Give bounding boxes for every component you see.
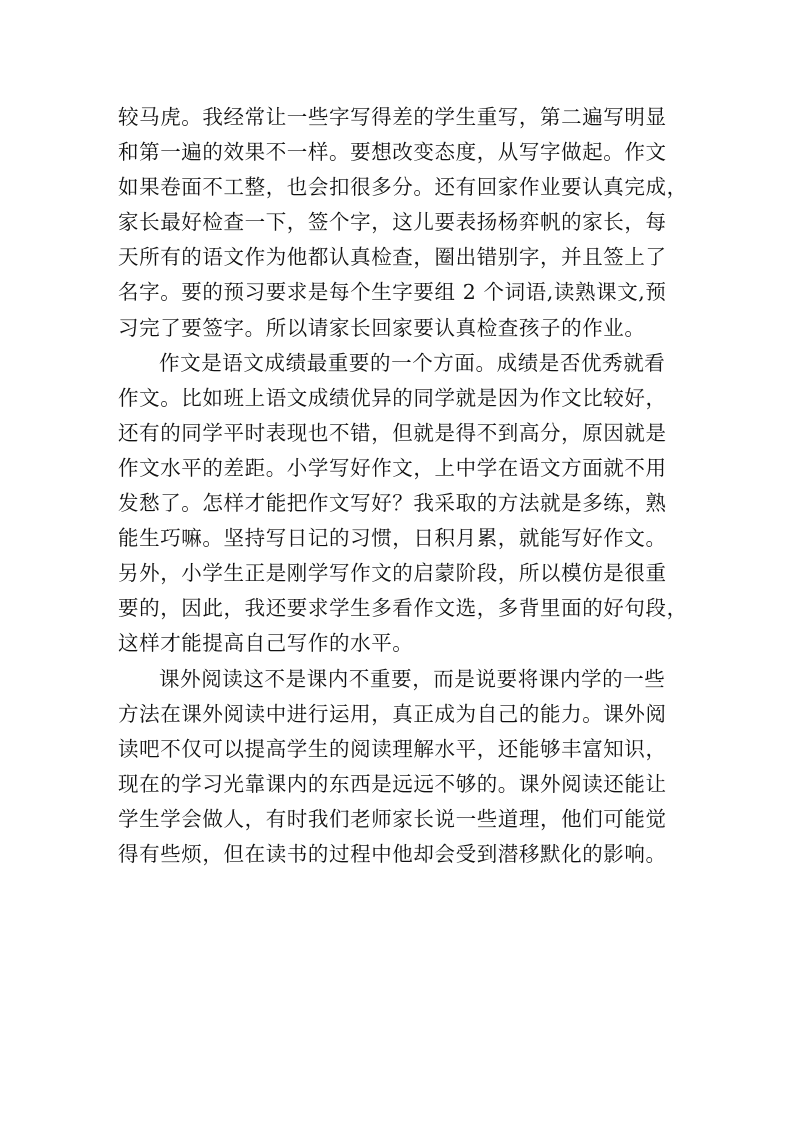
text-line: 名字。要的预习要求是每个生字要组 2 个词语,读熟课文,预 — [118, 280, 667, 305]
text-line: 还有的同学平时表现也不错，但就是得不到高分，原因就是 — [118, 420, 667, 445]
text-line: 作文。比如班上语文成绩优异的同学就是因为作文比较好， — [118, 385, 667, 410]
document-body — [118, 100, 688, 872]
text-line: 得有些烦，但在读书的过程中他却会受到潜移默化的影响。 — [118, 841, 667, 866]
text-line: 读吧不仅可以提高学生的阅读理解水平，还能够丰富知识， — [118, 736, 667, 761]
paragraph-start-line: 课外阅读这不是课内不重要，而是说要将课内学的一些 — [159, 666, 666, 691]
text-line: 发愁了。怎样才能把作文写好？我采取的方法就是多练，熟 — [118, 491, 667, 516]
text-line: 家长最好检查一下，签个字，这儿要表扬杨弈帆的家长，每 — [118, 210, 667, 235]
text-line: 学生学会做人，有时我们老师家长说一些道理，他们可能觉 — [118, 806, 667, 831]
text-line: 较马虎。我经常让一些字写得差的学生重写，第二遍写明显 — [118, 105, 667, 129]
text-line: 习完了要签字。所以请家长回家要认真检查孩子的作业。 — [118, 315, 646, 340]
paragraph-start-line: 作文是语文成绩最重要的一个方面。成绩是否优秀就看 — [159, 350, 666, 375]
text-line: 作文水平的差距。小学写好作文，上中学在语文方面就不用 — [118, 455, 667, 480]
text-line: 现在的学习光靠课内的东西是远远不够的。课外阅读还能让 — [118, 771, 667, 796]
text-line: 方法在课外阅读中进行运用，真正成为自己的能力。课外阅 — [118, 701, 667, 726]
text-line: 和第一遍的效果不一样。要想改变态度，从写字做起。作文 — [118, 140, 667, 165]
text-line: 如果卷面不工整，也会扣很多分。还有回家作业要认真完成， — [118, 175, 688, 200]
text-line: 这样才能提高自己写作的水平。 — [118, 631, 414, 656]
text-line: 另外，小学生正是刚学写作文的启蒙阶段，所以模仿是很重 — [118, 561, 667, 586]
text-line: 能生巧嘛。坚持写日记的习惯，日积月累，就能写好作文。 — [118, 526, 667, 551]
text-line: 天所有的语文作为他都认真检查，圈出错别字，并且签上了 — [118, 245, 667, 270]
text-line: 要的，因此，我还要求学生多看作文选，多背里面的好句段， — [118, 596, 688, 621]
